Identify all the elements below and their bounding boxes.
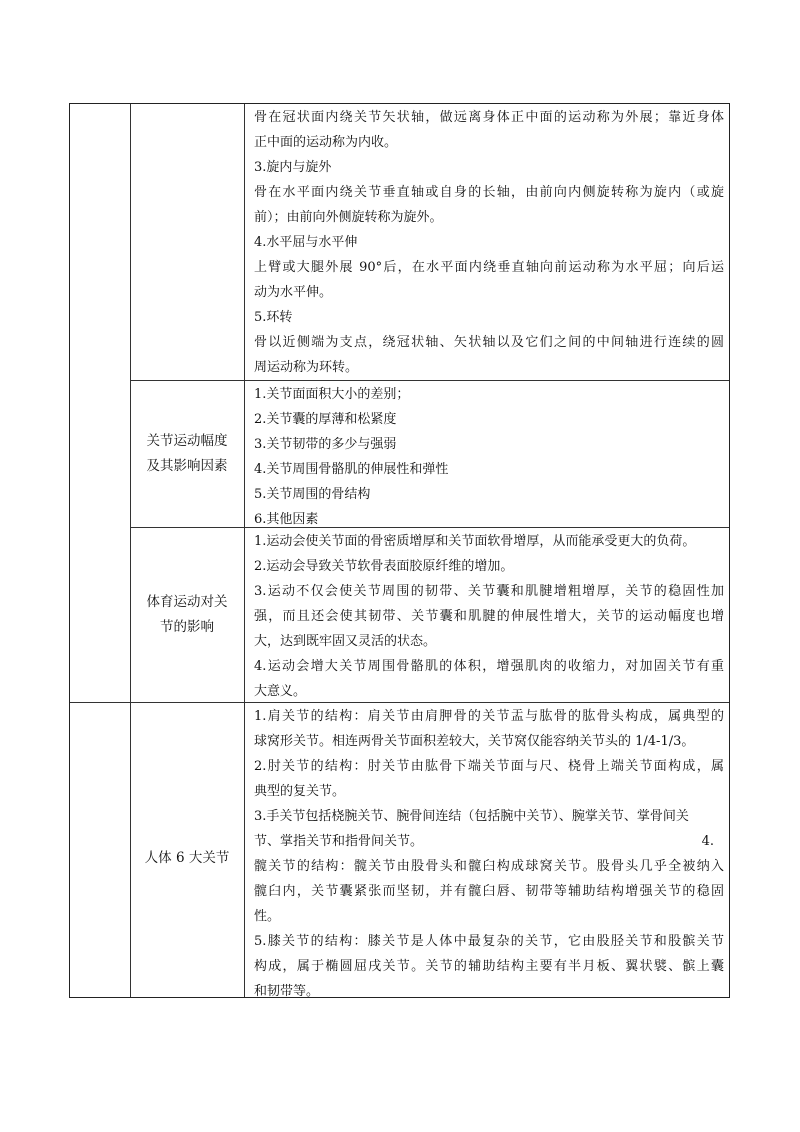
label-line: 人体 6 大关节 — [144, 850, 230, 866]
text-line: 髋关节的结构：髋关节由股骨头和髋臼构成球窝关节。股骨头几乎全被纳入 — [254, 859, 724, 874]
text-line: 大，达到既牢固又灵活的状态。 — [254, 634, 437, 649]
row-label-sports-effect — [130, 590, 244, 640]
text-line: 强，而且还会使其韧带、关节囊和肌腱的伸展性增大，关节的运动幅度也增 — [254, 609, 724, 624]
text-line: 1.关节面面积大小的差别； — [254, 387, 410, 402]
text-line: 5.膝关节的结构：膝关节是人体中最复杂的关节，它由股胫关节和股髌关节 — [254, 934, 724, 949]
text-line: 球窝形关节。相连两骨关节面积差较大，关节窝仅能容纳关节头的 1/4-1/3。 — [254, 734, 695, 749]
text-line: 3.旋内与旋外 — [254, 160, 332, 175]
sports-effect-text — [254, 529, 724, 704]
text-line: 正中面的运动称为内收。 — [254, 135, 398, 150]
text-line: 1.肩关节的结构：肩关节由肩胛骨的关节盂与肱骨的肱骨头构成，属典型的 — [254, 709, 724, 724]
content-table — [69, 103, 730, 998]
text-line: 骨以近侧端为支点，绕冠状轴、矢状轴以及它们之间的中间轴进行连续的圆 — [254, 335, 724, 350]
label-line: 关节运动幅度 — [146, 433, 228, 449]
text-line: 动为水平伸。 — [254, 285, 333, 300]
text-line: 性。 — [254, 909, 281, 924]
text-line: 5.环转 — [254, 310, 293, 325]
text-line: 1.运动会使关节面的骨密质增厚和关节面软骨增厚，从而能承受更大的负荷。 — [254, 534, 696, 549]
joint-movement-text — [254, 105, 724, 380]
text-line: 大意义。 — [254, 684, 307, 699]
row-label-six-joints — [130, 846, 244, 871]
text-line: 髋臼内，关节囊紧张而坚韧，并有髋臼唇、韧带等辅助结构增强关节的稳固 — [254, 884, 724, 899]
text-line: 2.运动会导致关节软骨表面胶原纤维的增加。 — [254, 559, 514, 574]
label-line: 及其影响因素 — [146, 458, 228, 474]
text-line: 骨在冠状面内绕关节矢状轴，做远离身体正中面的运动称为外展；靠近身体 — [254, 110, 724, 125]
range-factors-text — [254, 382, 724, 532]
label-line: 体育运动对关 — [146, 594, 228, 610]
column-divider-right — [244, 104, 245, 997]
text-line: 3.手关节包括桡腕关节、腕骨间连结（包括腕中关节）、腕掌关节、掌骨间关 — [254, 809, 689, 824]
text-line: 4.水平屈与水平伸 — [254, 235, 358, 250]
text-line: 骨在水平面内绕关节垂直轴或自身的长轴，由前向内侧旋转称为旋内（或旋 — [254, 185, 724, 200]
text-line: 构成，属于椭圆屈戌关节。关节的辅助结构主要有半月板、翼状襞、髌上囊 — [254, 959, 724, 974]
text-line-split — [254, 829, 724, 854]
text-line: 4.关节周围骨骼肌的伸展性和弹性 — [254, 462, 449, 477]
text-line: 上臂或大腿外展 90°后，在水平面内绕垂直轴向前运动称为水平屈；向后运 — [254, 260, 724, 275]
text-line: 6.其他因素 — [254, 512, 319, 527]
text-line: 节、掌指关节和指骨间关节。 — [254, 834, 424, 849]
text-line: 前）；由前向外侧旋转称为旋外。 — [254, 210, 443, 225]
text-line: 5.关节周围的骨结构 — [254, 487, 371, 502]
row-label-range-factors — [130, 429, 244, 479]
text-line: 周运动称为环转。 — [254, 360, 359, 375]
row-divider — [130, 380, 729, 381]
six-joints-text — [254, 704, 724, 1004]
text-line: 3.运动不仅会使关节周围的韧带、关节囊和肌腱增粗增厚，关节的稳固性加 — [254, 584, 724, 599]
text-line: 和韧带等。 — [254, 984, 320, 999]
text-line: 4.运动会增大关节周围骨骼肌的体积，增强肌肉的收缩力，对加固关节有重 — [254, 659, 724, 674]
text-line: 4. — [701, 834, 714, 849]
text-line: 2.肘关节的结构：肘关节由肱骨下端关节面与尺、桡骨上端关节面构成，属 — [254, 759, 724, 774]
text-line: 3.关节韧带的多少与强弱 — [254, 437, 397, 452]
text-line: 2.关节囊的厚薄和松紧度 — [254, 412, 397, 427]
text-line: 典型的复关节。 — [254, 784, 346, 799]
label-line: 节的影响 — [160, 619, 214, 635]
